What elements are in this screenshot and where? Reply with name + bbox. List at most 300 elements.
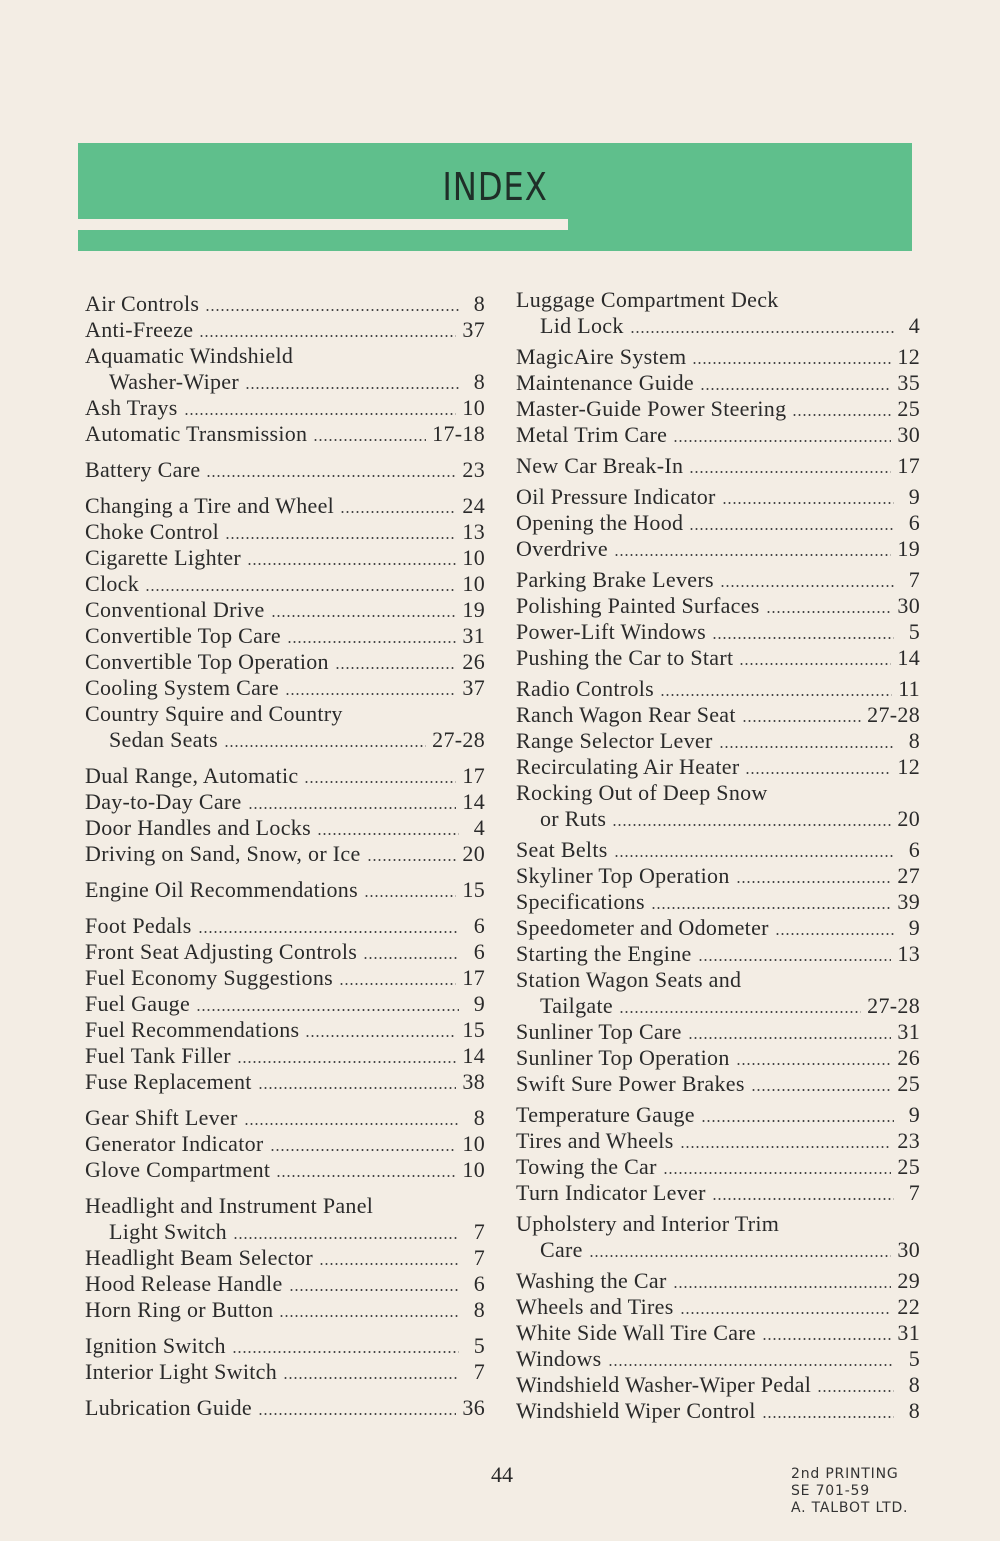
index-entry (85, 1043, 485, 1069)
index-entry (516, 422, 920, 448)
entry-label: Ash Trays (85, 395, 178, 420)
index-group (516, 453, 920, 479)
entry-label: Choke Control (85, 519, 220, 544)
page-reference: 17 (462, 965, 485, 990)
dot-leader (722, 502, 894, 504)
dot-leader (619, 1011, 861, 1013)
entry-label: Air Controls (85, 291, 200, 316)
index-entry (85, 1395, 485, 1421)
page-reference: 8 (908, 1372, 920, 1397)
entry-label: Fuse Replacement (85, 1069, 252, 1094)
page-reference: 6 (473, 913, 485, 938)
page-reference: 12 (897, 344, 920, 369)
index-group (85, 877, 485, 903)
index-entry (516, 1019, 920, 1045)
index-entry-line (85, 343, 485, 369)
entry-label: Engine Oil Recommendations (85, 877, 358, 902)
entry-label: Power-Lift Windows (516, 619, 707, 644)
page-title: INDEX (442, 165, 548, 209)
page-reference: 10 (462, 1157, 485, 1182)
entry-label: Pushing the Car to Start (516, 645, 734, 670)
entry-label: Fuel Economy Suggestions (85, 965, 333, 990)
page-reference: 17 (462, 763, 485, 788)
dot-leader (673, 1286, 892, 1288)
entry-label: Station Wagon Seats and (516, 967, 742, 992)
dot-leader (304, 781, 456, 783)
entry-label: Country Squire and Country (85, 701, 343, 726)
page-reference: 5 (473, 1333, 485, 1358)
dot-leader (145, 589, 456, 591)
dot-leader (762, 1338, 891, 1340)
entry-label: Lid Lock (540, 313, 624, 338)
dot-leader (233, 1237, 459, 1239)
entry-label: Driving on Sand, Snow, or Ice (85, 841, 361, 866)
entry-label: Starting the Engine (516, 941, 692, 966)
index-entry (516, 676, 920, 702)
page-reference: 6 (473, 1271, 485, 1296)
printing-line: SE 701-59 (791, 1483, 870, 1499)
index-entry-line (516, 287, 920, 313)
index-entry-line (516, 645, 920, 671)
entry-label: Wheels and Tires (516, 1294, 674, 1319)
index-group (85, 763, 485, 867)
page-reference: 11 (898, 676, 920, 701)
index-entry-line (516, 1320, 920, 1346)
index-entry (85, 395, 485, 421)
index-entry (85, 623, 485, 649)
entry-label: Battery Care (85, 457, 201, 482)
index-entry-line (516, 967, 920, 993)
entry-label: Automatic Transmission (85, 421, 308, 446)
index-entry-line (516, 396, 920, 422)
index-group (85, 1395, 485, 1421)
printing-info (791, 1466, 908, 1517)
entry-label: Anti-Freeze (85, 317, 194, 342)
page-reference: 5 (908, 619, 920, 644)
entry-label: Interior Light Switch (85, 1359, 278, 1384)
entry-label: Ignition Switch (85, 1333, 226, 1358)
index-entry (516, 593, 920, 619)
page-reference: 4 (908, 313, 920, 338)
dot-leader (712, 1198, 894, 1200)
page-reference: 9 (908, 915, 920, 940)
index-entry (85, 701, 485, 753)
entry-label: Cigarette Lighter (85, 545, 241, 570)
index-entry-line (85, 519, 485, 545)
entry-label: Door Handles and Locks (85, 815, 311, 840)
index-entry-line (516, 1294, 920, 1320)
index-entry-line (516, 484, 920, 510)
entry-label: Turn Indicator Lever (516, 1180, 706, 1205)
entry-label: Headlight and Instrument Panel (85, 1193, 374, 1218)
index-entry-line (85, 1395, 485, 1421)
page-number: 44 (491, 1462, 513, 1487)
page-reference: 7 (473, 1359, 485, 1384)
entry-label: Metal Trim Care (516, 422, 668, 447)
index-entry (516, 915, 920, 941)
entry-label: Upholstery and Interior Trim (516, 1211, 780, 1236)
dot-leader (289, 1289, 459, 1291)
dot-leader (689, 471, 891, 473)
index-entry-line (85, 1359, 485, 1385)
index-entry-line (516, 453, 920, 479)
page-reference: 31 (897, 1019, 920, 1044)
dot-leader (817, 1390, 894, 1392)
index-entry-line (85, 571, 485, 597)
index-column-left (85, 291, 485, 1431)
index-entry (516, 567, 920, 593)
page-reference: 19 (897, 536, 920, 561)
page-reference: 30 (897, 1237, 920, 1262)
index-entry (85, 789, 485, 815)
index-group (516, 837, 920, 1097)
index-entry-line (516, 1045, 920, 1071)
index-entry (85, 1157, 485, 1183)
page-reference: 8 (473, 1297, 485, 1322)
index-entry (85, 675, 485, 701)
page-reference: 20 (462, 841, 485, 866)
page-reference: 29 (897, 1268, 920, 1293)
index-entry (85, 343, 485, 395)
index-entry-line (85, 421, 485, 447)
dot-leader (745, 772, 891, 774)
index-entry (516, 453, 920, 479)
index-entry (85, 317, 485, 343)
dot-leader (335, 667, 457, 669)
entry-label: Skyliner Top Operation (516, 863, 730, 888)
page-reference: 6 (473, 939, 485, 964)
index-entry-line (516, 422, 920, 448)
index-entry (85, 519, 485, 545)
index-entry-line (85, 1043, 485, 1069)
page-reference: 10 (462, 545, 485, 570)
index-entry-line (516, 510, 920, 536)
index-entry (85, 1359, 485, 1385)
page-reference: 37 (462, 317, 485, 342)
index-entry (516, 1211, 920, 1263)
index-entry (85, 1333, 485, 1359)
page-reference: 20 (897, 806, 920, 831)
dot-leader (313, 439, 426, 441)
page-reference: 10 (462, 1131, 485, 1156)
page-reference: 25 (897, 1071, 920, 1096)
entry-label: Speedometer and Odometer (516, 915, 769, 940)
entry-label: Glove Compartment (85, 1157, 271, 1182)
dot-leader (198, 931, 459, 933)
page-reference: 8 (908, 728, 920, 753)
index-group (516, 1268, 920, 1424)
entry-label: Windshield Washer-Wiper Pedal (516, 1372, 812, 1397)
entry-label: Towing the Car (516, 1154, 657, 1179)
dot-leader (248, 807, 457, 809)
entry-label: Polishing Painted Surfaces (516, 593, 760, 618)
index-entry-line (85, 675, 485, 701)
index-entry-line (516, 837, 920, 863)
dot-leader (271, 615, 457, 617)
dot-leader (283, 1377, 459, 1379)
dot-leader (736, 881, 892, 883)
entry-label: Fuel Gauge (85, 991, 191, 1016)
index-entry-line (85, 1131, 485, 1157)
entry-label: Swift Sure Power Brakes (516, 1071, 745, 1096)
entry-label: Sunliner Top Operation (516, 1045, 730, 1070)
index-entry-line (85, 913, 485, 939)
dot-leader (680, 1312, 892, 1314)
index-entry-line (516, 1268, 920, 1294)
dot-leader (244, 1123, 459, 1125)
entry-label: Headlight Beam Selector (85, 1245, 314, 1270)
index-entry (85, 763, 485, 789)
page-reference: 24 (462, 493, 485, 518)
index-entry (85, 939, 485, 965)
dot-leader (739, 663, 891, 665)
index-entry-line (85, 815, 485, 841)
entry-label: Windows (516, 1346, 602, 1371)
page-reference: 7 (908, 1180, 920, 1205)
index-entry-line (85, 623, 485, 649)
page-reference: 27-28 (867, 702, 920, 727)
entry-label: Radio Controls (516, 676, 655, 701)
dot-leader (270, 1149, 457, 1151)
entry-label: Front Seat Adjusting Controls (85, 939, 358, 964)
page-reference: 15 (462, 1017, 485, 1042)
entry-label: Foot Pedals (85, 913, 192, 938)
index-entry-line (516, 1128, 920, 1154)
dot-leader (339, 983, 456, 985)
entry-label: Washing the Car (516, 1268, 667, 1293)
index-entry (85, 1131, 485, 1157)
index-group (85, 1193, 485, 1323)
dot-leader (285, 693, 456, 695)
entry-label: New Car Break-In (516, 453, 684, 478)
page-reference: 4 (473, 815, 485, 840)
index-entry-line (85, 727, 485, 753)
index-entry-line (85, 1193, 485, 1219)
index-entry-line (85, 701, 485, 727)
page-reference: 9 (908, 1102, 920, 1127)
dot-leader (258, 1413, 456, 1415)
index-entry (516, 889, 920, 915)
entry-label: Washer-Wiper (109, 369, 239, 394)
dot-leader (205, 309, 459, 311)
entry-label: MagicAire System (516, 344, 687, 369)
dot-leader (701, 1120, 894, 1122)
entry-label: Light Switch (109, 1219, 227, 1244)
page-reference: 14 (462, 1043, 485, 1068)
dot-leader (364, 895, 456, 897)
index-entry (516, 1398, 920, 1424)
index-entry (516, 1294, 920, 1320)
dot-leader (232, 1351, 459, 1353)
page-reference: 39 (897, 889, 920, 914)
entry-label: Generator Indicator (85, 1131, 264, 1156)
dot-leader (651, 907, 892, 909)
index-entry (85, 1017, 485, 1043)
index-entry-line (85, 1069, 485, 1095)
index-entry (85, 493, 485, 519)
index-entry-line (516, 863, 920, 889)
index-entry (516, 645, 920, 671)
index-banner (78, 143, 912, 251)
dot-leader (720, 585, 894, 587)
dot-leader (287, 641, 456, 643)
index-entry-line (85, 545, 485, 571)
index-entry-line (516, 889, 920, 915)
printing-line: 2nd PRINTING (791, 1466, 899, 1482)
index-entry-line (516, 1154, 920, 1180)
dot-leader (614, 554, 892, 556)
index-entry (516, 837, 920, 863)
index-entry (85, 291, 485, 317)
index-entry-line (516, 754, 920, 780)
entry-label: Cooling System Care (85, 675, 279, 700)
dot-leader (247, 563, 456, 565)
entry-label: Tailgate (540, 993, 613, 1018)
page-reference: 37 (462, 675, 485, 700)
entry-label: Lubrication Guide (85, 1395, 252, 1420)
index-group (516, 567, 920, 671)
dot-leader (305, 1035, 456, 1037)
index-entry-line (516, 780, 920, 806)
entry-label: Tires and Wheels (516, 1128, 674, 1153)
index-group (516, 1211, 920, 1263)
index-entry (516, 702, 920, 728)
dot-leader (589, 1255, 892, 1257)
entry-label: Sunliner Top Care (516, 1019, 682, 1044)
index-entry-line (85, 841, 485, 867)
index-entry-line (516, 993, 920, 1019)
index-entry (516, 1372, 920, 1398)
index-entry-line (85, 291, 485, 317)
entry-label: Rocking Out of Deep Snow (516, 780, 768, 805)
entry-label: Clock (85, 571, 140, 596)
index-entry-line (85, 1105, 485, 1131)
dot-leader (276, 1175, 456, 1177)
index-entry-line (85, 789, 485, 815)
index-entry (85, 571, 485, 597)
page-reference: 31 (462, 623, 485, 648)
index-group (516, 676, 920, 832)
index-entry (516, 1102, 920, 1128)
dot-leader (700, 388, 891, 390)
index-entry-line (85, 763, 485, 789)
index-entry (516, 287, 920, 339)
page-reference: 7 (473, 1245, 485, 1270)
index-entry (516, 1346, 920, 1372)
index-entry-line (516, 676, 920, 702)
index-entry-line (85, 965, 485, 991)
index-entry-line (85, 939, 485, 965)
index-entry (516, 344, 920, 370)
page-reference: 8 (473, 291, 485, 316)
entry-label: Fuel Recommendations (85, 1017, 300, 1042)
dot-leader (184, 413, 457, 415)
index-entry-line (516, 313, 920, 339)
index-entry-line (516, 619, 920, 645)
index-entry (85, 545, 485, 571)
entry-label: Overdrive (516, 536, 608, 561)
entry-label: or Ruts (540, 806, 607, 831)
dot-leader (245, 387, 459, 389)
dot-leader (340, 511, 456, 513)
entry-label: Day-to-Day Care (85, 789, 242, 814)
page-reference: 8 (908, 1398, 920, 1423)
index-entry (85, 965, 485, 991)
dot-leader (614, 855, 894, 857)
page-reference: 6 (908, 837, 920, 862)
index-entry-line (85, 317, 485, 343)
index-entry (85, 597, 485, 623)
page-reference: 31 (897, 1320, 920, 1345)
entry-label: Dual Range, Automatic (85, 763, 299, 788)
index-entry (516, 1128, 920, 1154)
page-reference: 27-28 (867, 993, 920, 1018)
index-entry (516, 1180, 920, 1206)
entry-label: Master-Guide Power Steering (516, 396, 787, 421)
dot-leader (367, 859, 457, 861)
index-group (85, 493, 485, 753)
page-reference: 30 (897, 593, 920, 618)
entry-label: Convertible Top Operation (85, 649, 329, 674)
dot-leader (698, 959, 892, 961)
entry-label: Conventional Drive (85, 597, 265, 622)
index-entry-line (516, 806, 920, 832)
dot-leader (775, 933, 894, 935)
index-entry-line (516, 344, 920, 370)
page-reference: 25 (897, 1154, 920, 1179)
index-entry-line (516, 370, 920, 396)
page-reference: 9 (908, 484, 920, 509)
index-entry (516, 619, 920, 645)
dot-leader (279, 1315, 459, 1317)
page-reference: 26 (897, 1045, 920, 1070)
page-reference: 8 (473, 369, 485, 394)
index-entry-line (516, 1180, 920, 1206)
page-reference: 13 (462, 519, 485, 544)
page-reference: 5 (908, 1346, 920, 1371)
entry-label: Windshield Wiper Control (516, 1398, 756, 1423)
index-entry-line (516, 567, 920, 593)
index-group (85, 913, 485, 1095)
entry-label: Aquamatic Windshield (85, 343, 294, 368)
dot-leader (206, 475, 456, 477)
index-entry (516, 754, 920, 780)
index-entry (85, 1069, 485, 1095)
page-reference: 17-18 (432, 421, 485, 446)
printing-line: A. TALBOT LTD. (791, 1500, 909, 1516)
dot-leader (196, 1009, 459, 1011)
index-entry-line (516, 728, 920, 754)
index-entry-line (516, 1071, 920, 1097)
dot-leader (712, 637, 894, 639)
dot-leader (225, 537, 456, 539)
index-entry (516, 510, 920, 536)
index-entry (516, 728, 920, 754)
page-reference: 23 (897, 1128, 920, 1153)
index-entry (516, 863, 920, 889)
dot-leader (363, 957, 459, 959)
page-reference: 14 (897, 645, 920, 670)
entry-label: Ranch Wagon Rear Seat (516, 702, 736, 727)
dot-leader (766, 611, 892, 613)
index-entry (85, 815, 485, 841)
index-entry (516, 484, 920, 510)
dot-leader (319, 1263, 459, 1265)
index-entry-line (85, 1297, 485, 1323)
dot-leader (762, 1416, 894, 1418)
index-entry-line (85, 1245, 485, 1271)
index-entry (516, 1071, 920, 1097)
